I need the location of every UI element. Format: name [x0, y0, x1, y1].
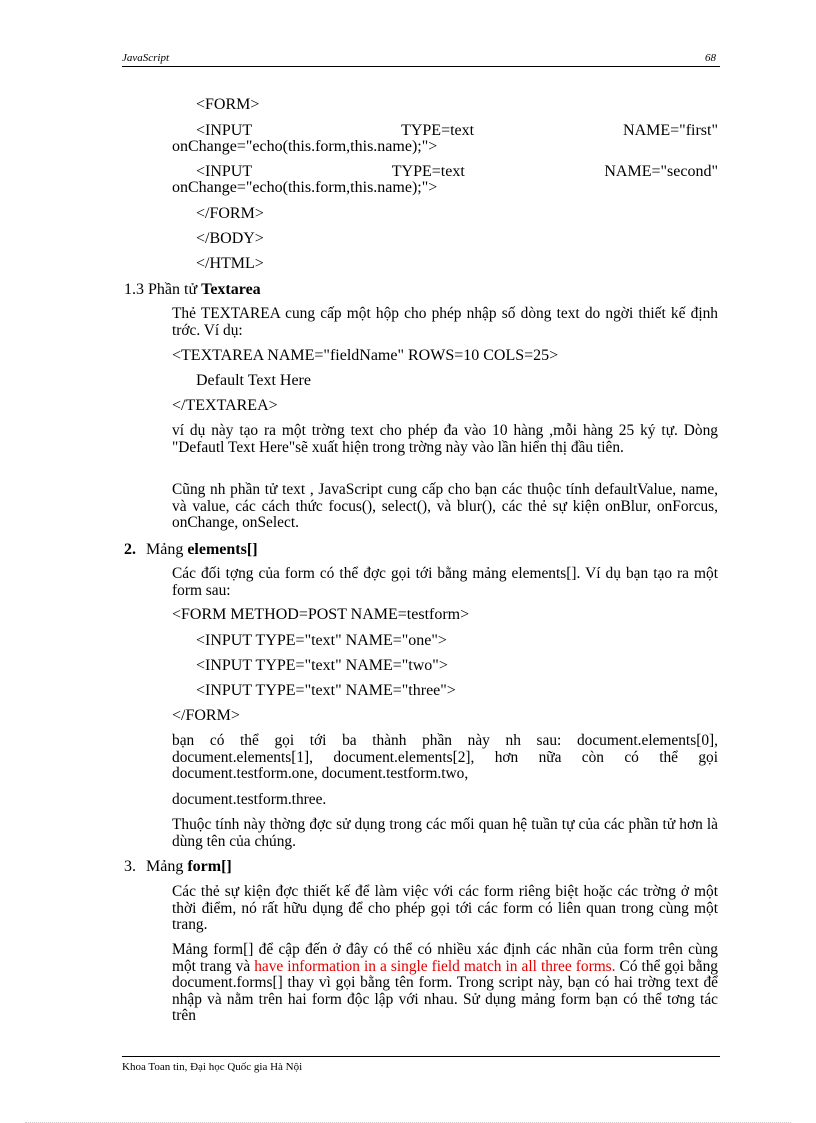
code-input2-onchange: onChange="echo(this.form,this.name);">: [172, 179, 438, 196]
code-input2-type: TYPE=text: [391, 163, 465, 180]
section-2-paragraph-4: Thuộc tính này thờng đợc sử dụng trong các mối quan hệ tuần tự của các phần tử hơn là dùng tên của chúng.: [172, 816, 718, 850]
code-input2-tag: <INPUT: [196, 163, 253, 180]
section-3-p2-highlight: have information in a single field match in all three forms.: [254, 957, 616, 975]
code-input1-onchange: onChange="echo(this.form,this.name);">: [172, 138, 438, 155]
code-input1-line: [196, 123, 718, 139]
code-form-open: <FORM>: [196, 96, 260, 113]
code-input1-name: NAME="first": [623, 122, 718, 139]
section-1-3-paragraph-2: ví dụ này tạo ra một trờng text cho phép đa vào 10 hàng ,mỗi hàng 25 ký tự. Dòng "Defautl Text Here"sẽ xuất hiện trong trờng này vào lần hiển thị đầu tiên.: [172, 422, 718, 456]
page-header: [122, 52, 720, 67]
section-2-paragraph-3: document.testform.three.: [172, 791, 327, 808]
section-3-number: 3.: [124, 858, 136, 875]
section-3-heading: [124, 858, 232, 875]
section-2-paragraph-2: bạn có thể gọi tới ba thành phần này nh sau: document.elements[0], document.elements[1], document.elements[2], hơn nữa còn có thể gọi document.testform.one, document.testform.two,: [172, 732, 718, 782]
elements-code-input-two: <INPUT TYPE="text" NAME="two">: [196, 657, 448, 674]
section-1-3-paragraph-3: Cũng nh phần tử text , JavaScript cung cấp cho bạn các thuộc tính defaultValue, name, và value, các cách thức focus(), select(), và blur(), các thẻ sự kiện onBlur, onForcus, onChange, onSelect.: [172, 481, 718, 531]
textarea-code-text: Default Text Here: [196, 372, 311, 389]
elements-code-input-three: <INPUT TYPE="text" NAME="three">: [196, 682, 456, 699]
code-input2-name: NAME="second": [604, 163, 718, 180]
section-3-p2-end: Có thể gọi bằng document.forms[] thay vì gọi bằng tên form. Trong script này, bạn có hai trờng text để nhập và nằm trên hai form độc lập với nhau. Sử dụng mảng form bạn có thể tơng tác trên: [172, 957, 718, 1024]
elements-code-form-close: </FORM>: [172, 707, 240, 724]
section-2-prefix: Mảng: [146, 541, 188, 558]
code-input1-tag: <INPUT: [196, 122, 253, 139]
section-1-3-heading: [124, 281, 261, 298]
section-2-paragraph-1: Các đối tợng của form có thể đợc gọi tới bằng mảng elements[]. Ví dụ bạn tạo ra một form sau:: [172, 565, 718, 599]
page-footer: [122, 1056, 720, 1073]
section-2-number: 2.: [124, 541, 136, 558]
code-input2-line: [196, 164, 718, 180]
section-2-title: elements[]: [187, 541, 258, 558]
elements-code-form-open: <FORM METHOD=POST NAME=testform>: [172, 606, 470, 623]
textarea-code-open: <TEXTAREA NAME="fieldName" ROWS=10 COLS=25>: [172, 347, 559, 364]
code-html-close: </HTML>: [196, 255, 264, 272]
section-3-prefix: Mảng: [146, 858, 188, 875]
code-body-close: </BODY>: [196, 230, 264, 247]
page-number: 68: [705, 52, 716, 64]
code-input1-type: TYPE=text: [401, 122, 475, 139]
footer-text: Khoa Toan tin, Đại học Quốc gia Hà Nội: [122, 1061, 303, 1073]
code-form-close: </FORM>: [196, 205, 264, 222]
elements-code-input-one: <INPUT TYPE="text" NAME="one">: [196, 632, 447, 649]
section-3-title: form[]: [187, 858, 232, 875]
section-1-3-number: 1.3 Phần tử: [124, 281, 202, 298]
section-3-paragraph-2: [172, 942, 718, 1025]
section-1-3-paragraph-1: Thẻ TEXTAREA cung cấp một hộp cho phép nhập số dòng text do ngời thiết kế định trớc. Ví dụ:: [172, 305, 718, 339]
section-3-paragraph-1: Các thẻ sự kiện đợc thiết kế để làm việc với các form riêng biệt hoặc các trờng ở một thời điểm, nó rất hữu dụng để cho phép gọi tới các form có liên quan trong cùng một trang.: [172, 883, 718, 933]
section-3-p2-start: Mảng form[] để cập đến ở đây có thể có nhiều xác định các nhãn của form trên cùng một trang và: [172, 941, 718, 975]
section-1-3-title: Textarea: [201, 281, 261, 298]
textarea-code-close: </TEXTAREA>: [172, 397, 278, 414]
section-2-heading: [124, 541, 258, 558]
header-title: JavaScript: [122, 52, 170, 64]
